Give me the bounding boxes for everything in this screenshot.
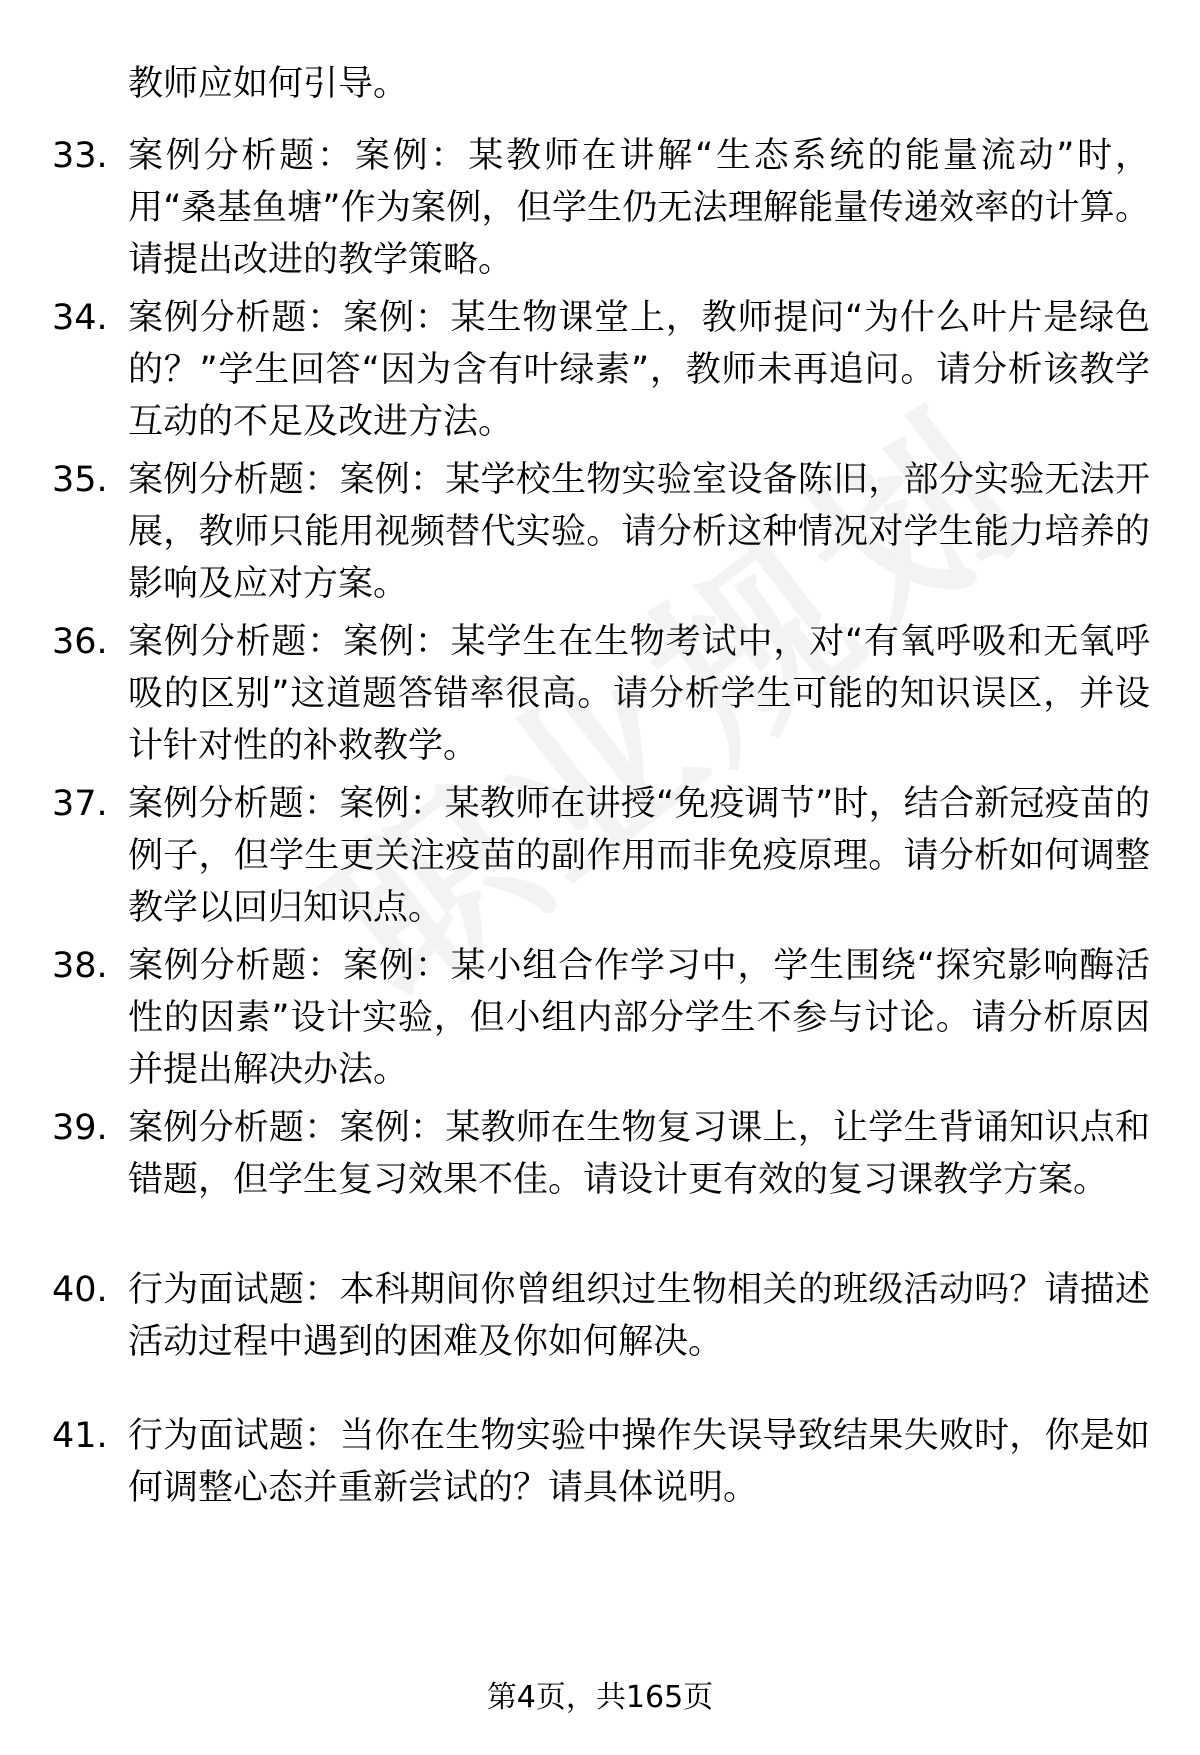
continued-text: 教师应如何引导。	[128, 64, 409, 104]
question-text: 案例分析题：案例：某学生在生物考试中，对“有氧呼吸和无氧呼吸的区别”这道题答错率很高。请分析学生可能的知识误区，并设计针对性的补救教学。	[128, 622, 1150, 766]
question-text: 案例分析题：案例：某生物课堂上，教师提问“为什么叶片是绿色的？”学生回答“因为含有叶绿素”，教师未再追问。请分析该教学互动的不足及改进方法。	[128, 298, 1150, 442]
question-text: 行为面试题：当你在生物实验中操作失误导致结果失败时，你是如何调整心态并重新尝试的？请具体说明。	[128, 1416, 1150, 1508]
question-number: 41.	[52, 1416, 108, 1456]
question-text: 案例分析题：案例：某教师在生物复习课上，让学生背诵知识点和错题，但学生复习效果不佳。请设计更有效的复习课教学方案。	[128, 1108, 1150, 1200]
question-number: 38.	[52, 946, 108, 986]
question-number: 34.	[52, 298, 108, 338]
question-text: 案例分析题：案例：某教师在讲授“免疫调节”时，结合新冠疫苗的例子，但学生更关注疫苗的副作用而非免疫原理。请分析如何调整教学以回归知识点。	[128, 784, 1150, 928]
question-number: 36.	[52, 622, 108, 662]
question-text: 行为面试题：本科期间你曾组织过生物相关的班级活动吗？请描述活动过程中遇到的困难及你如何解决。	[128, 1270, 1150, 1362]
question-text: 案例分析题：案例：某小组合作学习中，学生围绕“探究影响酶活性的因素”设计实验，但小组内部分学生不参与讨论。请分析原因并提出解决办法。	[128, 946, 1150, 1090]
question-number: 39.	[52, 1108, 108, 1148]
question-number: 40.	[52, 1270, 108, 1310]
question-number: 37.	[52, 784, 108, 824]
question-number: 33.	[52, 136, 108, 176]
question-text: 案例分析题：案例：某教师在讲解“生态系统的能量流动”时，用“桑基鱼塘”作为案例，但学生仍无法理解能量传递效率的计算。请提出改进的教学策略。	[128, 136, 1150, 280]
page-footer: 第4页，共165页	[486, 1680, 714, 1715]
question-text: 案例分析题：案例：某学校生物实验室设备陈旧，部分实验无法开展，教师只能用视频替代实验。请分析这种情况对学生能力培养的影响及应对方案。	[128, 460, 1150, 604]
question-number: 35.	[52, 460, 108, 500]
